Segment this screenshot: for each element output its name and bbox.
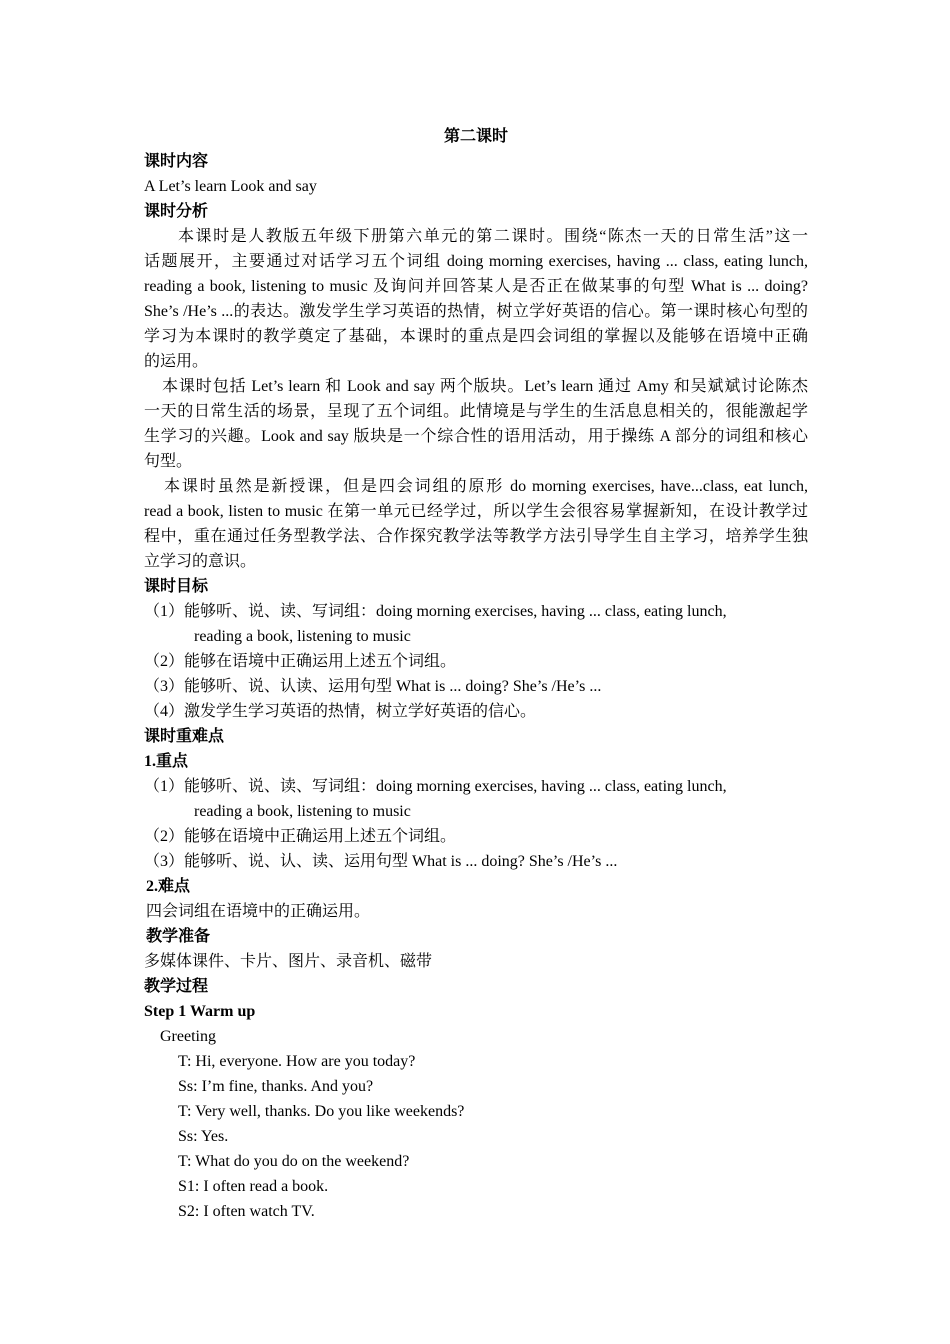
content-heading: 课时内容 <box>144 153 209 170</box>
content-text: A Let’s learn Look and say <box>144 178 317 195</box>
step1-heading: Step 1 Warm up <box>144 1003 256 1020</box>
objectives-heading: 课时目标 <box>144 578 209 595</box>
paragraph-line: She’s /He’s ...的表达。激发学生学习英语的热情，树立学好英语的信心。第一课时核心句型的 <box>144 303 808 320</box>
focus-item-1: （1）能够听、说、读、写词组：doing morning exercises, having ... class, eating lunch, <box>144 778 727 795</box>
paragraph-line: 生学习的兴趣。Look and say 版块是一个综合性的语用活动，用于操练 A 部分的词组和核心 <box>144 428 808 445</box>
greeting-label: Greeting <box>160 1028 216 1045</box>
dialogue-line: T: What do you do on the weekend? <box>178 1153 410 1170</box>
paragraph-line: 立学习的意识。 <box>144 553 257 570</box>
dialogue-line: T: Very well, thanks. Do you like weekends? <box>178 1103 465 1120</box>
paragraph-line: read a book, listen to music 在第一单元已经学过，所以学生会很容易掌握新知，在设计教学过 <box>144 503 808 520</box>
paragraph-line: 句型。 <box>144 453 193 470</box>
paragraph-line: 本课时是人教版五年级下册第六单元的第二课时。围绕“陈杰一天的日常生活”这一 <box>178 228 808 245</box>
paragraph-line: 程中，重在通过任务型教学法、合作探究教学法等教学方法引导学生自主学习，培养学生独 <box>144 528 808 545</box>
paragraph-line: 学习为本课时的教学奠定了基础，本课时的重点是四会词组的掌握以及能够在语境中正确 <box>144 328 808 345</box>
objective-item-3: （3）能够听、说、认读、运用句型 What is ... doing? She’s /He’s ... <box>144 678 602 695</box>
objective-item-1-continued: reading a book, listening to music <box>194 628 411 645</box>
paragraph-line: 本课时虽然是新授课，但是四会词组的原形 do morning exercises, have...class, eat lunch, <box>164 478 808 495</box>
focus-item-2: （2）能够在语境中正确运用上述五个词组。 <box>144 828 457 845</box>
analysis-paragraph-3 <box>144 474 808 574</box>
lesson-title: 第二课时 <box>443 128 508 145</box>
analysis-heading: 课时分析 <box>144 203 209 220</box>
analysis-paragraph-1 <box>144 224 808 374</box>
analysis-paragraph-2 <box>144 374 808 474</box>
dialogue-line: S1: I often read a book. <box>178 1178 329 1195</box>
objective-item-2: （2）能够在语境中正确运用上述五个词组。 <box>144 653 457 670</box>
dialogue-line: S2: I often watch TV. <box>178 1203 315 1220</box>
objective-item-4: （4）激发学生学习英语的热情，树立学好英语的信心。 <box>144 703 537 720</box>
paragraph-line: 话题展开，主要通过对话学习五个词组 doing morning exercises, having ... class, eating lunch, <box>144 253 808 270</box>
difficulty-text: 四会词组在语境中的正确运用。 <box>146 903 371 920</box>
paragraph-line: 一天的日常生活的场景，呈现了五个词组。此情境是与学生的生活息息相关的，很能激起学 <box>144 403 808 420</box>
document-page <box>144 124 808 1224</box>
dialogue-line: T: Hi, everyone. How are you today? <box>178 1053 416 1070</box>
paragraph-line: 的运用。 <box>144 353 209 370</box>
dialogue-line: Ss: I’m fine, thanks. And you? <box>178 1078 374 1095</box>
focus-item-3: （3）能够听、说、认、读、运用句型 What is ... doing? She’s /He’s ... <box>144 853 618 870</box>
prep-heading: 教学准备 <box>146 928 211 945</box>
focus-item-1-continued: reading a book, listening to music <box>194 803 411 820</box>
objective-item-1: （1）能够听、说、读、写词组：doing morning exercises, having ... class, eating lunch, <box>144 603 727 620</box>
paragraph-line: reading a book, listening to music 及询问并回答某人是否正在做某事的句型 What is ... doing? <box>144 278 808 295</box>
focus-heading: 1.重点 <box>144 753 189 770</box>
difficulty-heading: 2.难点 <box>146 878 191 895</box>
process-heading: 教学过程 <box>144 978 209 995</box>
prep-text: 多媒体课件、卡片、图片、录音机、磁带 <box>144 953 433 970</box>
dialogue-line: Ss: Yes. <box>178 1128 229 1145</box>
paragraph-line: 本课时包括 Let’s learn 和 Look and say 两个版块。Let’s learn 通过 Amy 和吴斌斌讨论陈杰 <box>162 378 808 395</box>
keypoints-heading: 课时重难点 <box>144 728 225 745</box>
